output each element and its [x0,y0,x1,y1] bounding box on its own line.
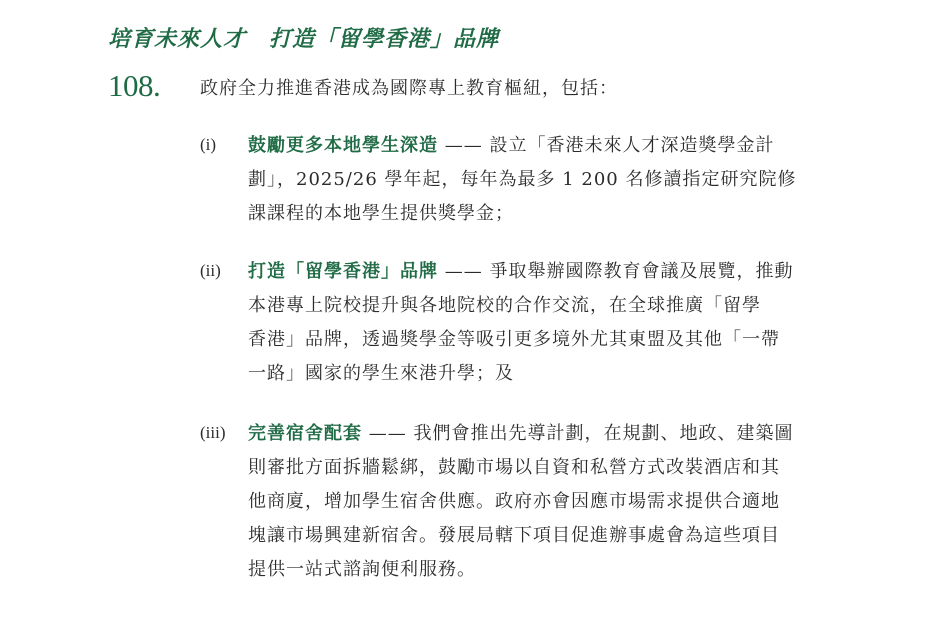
item-line [248,135,796,169]
item-number: (ii) [200,261,221,280]
item-text [248,261,793,397]
item-number: (i) [200,135,217,154]
item-line: 一路」國家的學生來港升學；及 [248,363,514,384]
item-line-rest: —— 我們會推出先導計劃，在規劃、地政、建築圖 [362,423,794,444]
item-text [248,135,796,237]
item-keyword: 完善宿舍配套 [248,423,362,444]
paragraph-intro: 政府全力推進香港成為國際專上教育樞紐，包括： [200,78,618,99]
item-line [248,261,793,295]
item-line: 課課程的本地學生提供獎學金； [248,203,514,224]
section-heading: 培育未來人才 打造「留學香港」品牌 [108,26,500,52]
item-line-rest: —— 爭取舉辦國際教育會議及展覽，推動 [438,261,794,282]
item-line: 則審批方面拆牆鬆綁，鼓勵市場以自資和私營方式改裝酒店和其 [248,457,780,478]
item-keyword: 鼓勵更多本地學生深造 [248,135,438,156]
item-line: 劃」，2025/26 學年起，每年為最多 1 200 名修讀指定研究院修 [248,169,797,190]
item-line-rest: —— 設立「香港未來人才深造獎學金計 [438,135,775,156]
paragraph-number: 108. [108,68,161,103]
item-line [248,423,793,457]
item-line: 塊讓市場興建新宿舍。發展局轄下項目促進辦事處會為這些項目 [248,525,780,546]
item-line: 香港」品牌，透過獎學金等吸引更多境外尤其東盟及其他「一帶 [248,329,780,350]
item-keyword: 打造「留學香港」品牌 [248,261,438,282]
item-line: 他商廈，增加學生宿舍供應。政府亦會因應市場需求提供合適地 [248,491,780,512]
item-line: 提供一站式諮詢便利服務。 [248,559,476,580]
item-number: (iii) [200,423,226,442]
item-text [248,423,793,593]
item-line: 本港專上院校提升與各地院校的合作交流，在全球推廣「留學 [248,295,761,316]
